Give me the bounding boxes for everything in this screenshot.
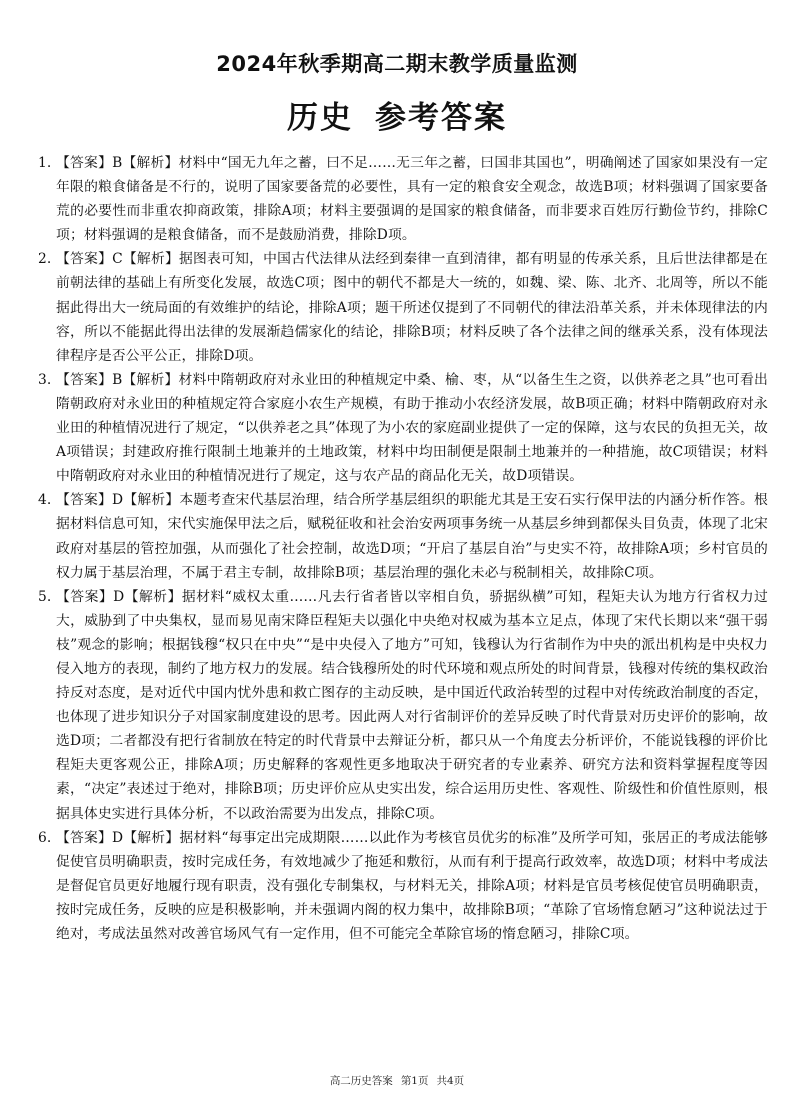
footer-page-number: 第1页 — [400, 1075, 429, 1087]
exam-title: 2024年秋季期高二期末教学质量监测 — [216, 52, 578, 76]
answer-item-1 — [38, 151, 768, 247]
answer-list — [38, 151, 768, 946]
answer-explanation: 【答案】D【解析】本题考查宋代基层治理，结合所学基层组织的职能尤其是王安石实行保甲法的内涵分析作答。根据材料信息可知，宋代实施保甲法之后，赋税征收和社会治安两项事务统一从基层乡绅到都保头目负责，体现了北宋政府对基层的管控加强，从而强化了社会控制，故选D项；“开启了基层自治”与史实不符，故排除A项；乡村官员的权力属于基层治理，不属于君主专制，故排除B项；基层治理的强化未必与税制相关，故排除C项。 — [56, 492, 768, 581]
page-footer — [0, 1073, 794, 1088]
answer-explanation: 【答案】B【解析】材料中隋朝政府对永业田的种植规定中桑、榆、枣，从“以备生生之资，以供养老之具”也可看出隋朝政府对永业田的种植规定符合家庭小农生产规模，有助于推动小农经济发展，故B项正确；材料中隋朝政府对永业田的种植情况进行了规定，“以供养老之具”体现了为小农的家庭副业提供了一定的保障，这与农民的负担无关，故A项错误；封建政府推行限制土地兼并的土地政策，材料中均田制便是限制土地兼并的一种措施，故C项错误；材料中隋朝政府对永业田的种植情况进行了规定，这与农产品的商品化无关，故D项错误。 — [56, 371, 768, 485]
footer-doc-name: 高二历史答案 — [329, 1075, 393, 1087]
subject-name: 历史 — [287, 100, 353, 136]
question-number: 3. — [38, 371, 52, 388]
answer-item-2 — [38, 247, 768, 367]
answer-explanation: 【答案】D【解析】据材料“威权太重……凡去行省者皆以宰相自负，骄据纵横”可知，程矩夫认为地方行省权力过大，威胁到了中央集权，显而易见南宋降臣程矩夫以强化中央绝对权威为基本立足点，体现了宋代长期以来“强干弱枝”观念的影响；根据钱穆“权只在中央”“是中央侵入了地方”可知，钱穆认为行省制作为中央的派出机构是中央权力侵入地方的表现，制约了地方权力的发展。结合钱穆所处的时代环境和观点所处的时间背景，钱穆对传统的集权政治持反对态度，是对近代中国内忧外患和救亡图存的主动反映，是中国近代政治转型的过程中对传统政治制度的否定，也体现了进步知识分子对国家制度建设的思考。因此两人对行省制评价的差异反映了时代背景对历史评价的影响，故选D项；二者都没有把行省制放在特定的时代背景中去辩证分析，都只从一个角度去分析评价，不能说钱穆的评价比程矩夫更客观公正，排除A项；历史解释的客观性更多地取决于研究者的专业素养、研究方法和资料掌握程度等因素，“决定”表述过于绝对，排除B项；历史评价应从史实出发，综合运用历史性、客观性、阶级性和价值性原则，根据具体史实进行具体分析，不以政治需要为出发点，排除C项。 — [56, 588, 768, 822]
subject-heading — [0, 92, 794, 137]
answer-explanation: 【答案】C【解析】据图表可知，中国古代法律从法经到秦律一直到清律，都有明显的传承关系，且后世法律都是在前朝法律的基础上有所变化发展，故选C项；图中的朝代不都是大一统的，如魏、梁、陈、北齐、北周等，所以不能据此得出大一统局面的有效维护的结论，排除A项；题干所述仅提到了不同朝代的律法沿革关系，并未体现律法的内容，所以不能据此得出法律的发展渐趋儒家化的结论，排除B项；材料反映了各个法律之间的继承关系，没有体现法律程序是否公平公正，排除D项。 — [56, 251, 768, 364]
answer-explanation: 【答案】D【解析】据材料“每事定出完成期限……以此作为考核官员优劣的标准”及所学可知，张居正的考成法能够促使官员明确职责，按时完成任务，有效地减少了拖延和敷衍，从而有利于提高行政效率，故选D项；材料中考成法是督促官员更好地履行现有职责，没有强化专制集权，与材料无关，排除A项；材料是官员考核促使官员明确职责，按时完成任务，反映的应是积极影响，并未强调内阁的权力集中，故排除B项；“革除了官场惰怠陋习”这种说法过于绝对，考成法虽然对改善官场风气有一定作用，但不可能完全革除官场的惰怠陋习，排除C项。 — [56, 829, 768, 942]
answer-item-5 — [38, 585, 768, 826]
question-number: 1. — [38, 155, 52, 171]
answer-item-6 — [38, 826, 768, 946]
answer-key-label: 参考答案 — [375, 100, 507, 136]
question-number: 4. — [38, 492, 52, 509]
question-number: 6. — [38, 829, 52, 846]
answer-item-4 — [38, 488, 768, 584]
question-number: 5. — [38, 588, 52, 605]
footer-total-pages: 共4页 — [436, 1075, 465, 1087]
answer-item-3 — [38, 368, 768, 488]
question-number: 2. — [38, 251, 52, 268]
answer-explanation: 【答案】B【解析】材料中“国无九年之蓄，曰不足……无三年之蓄，曰国非其国也”，明确阐述了国家如果没有一定年限的粮食储备是不行的，说明了国家要备荒的必要性，具有一定的粮食安全观念，故选B项；材料强调了国家要备荒的必要性而非重农抑商政策，排除A项；材料主要强调的是国家的粮食储备，而非要求百姓厉行勤俭节约，排除C项；材料强调的是粮食储备，而不是鼓励消费，排除D项。 — [56, 155, 768, 244]
